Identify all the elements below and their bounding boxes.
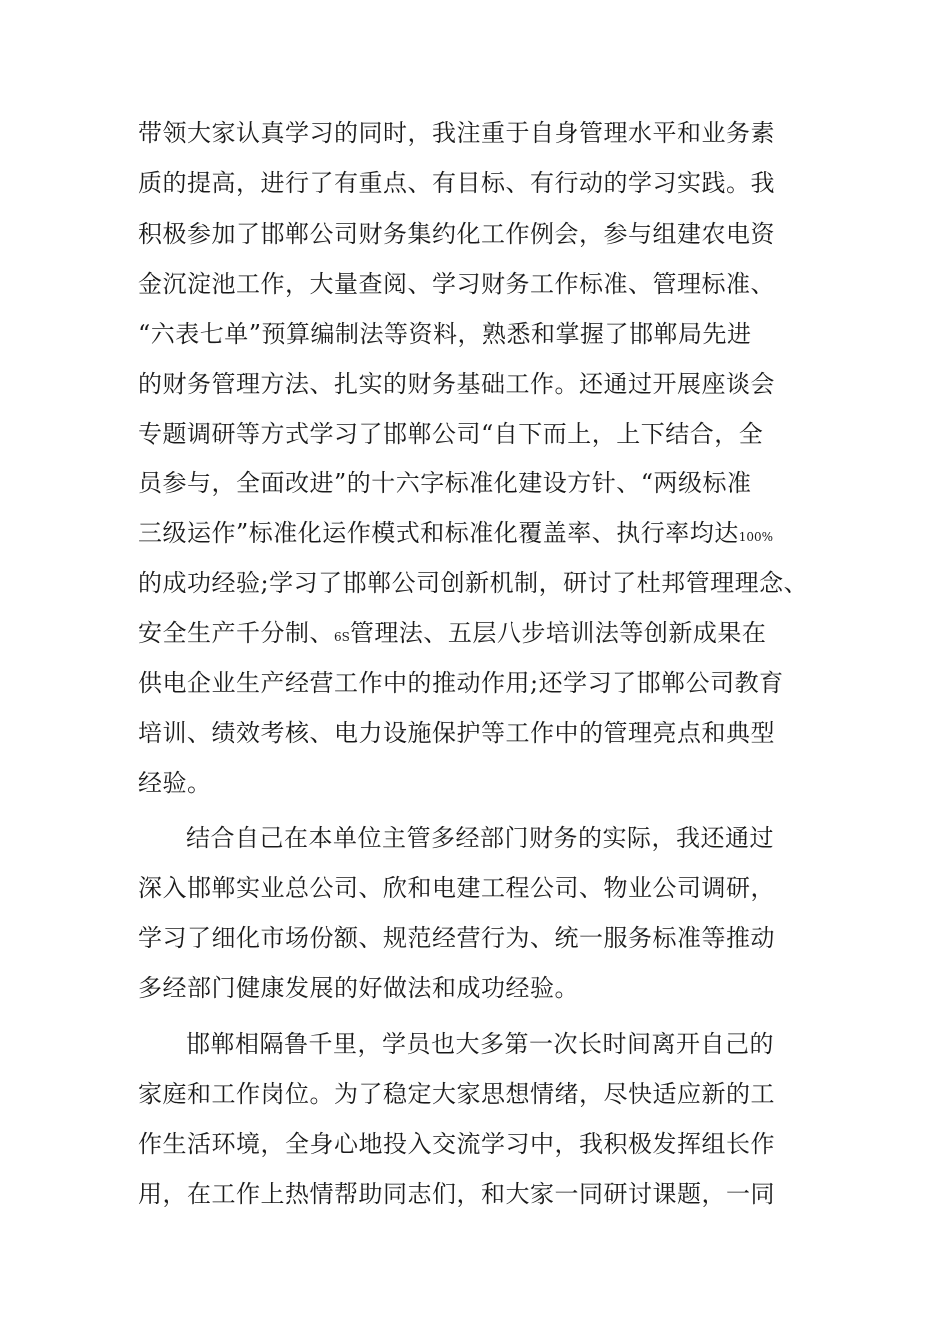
body-text-line: 多经部门健康发展的好做法和成功经验。 (138, 974, 579, 1002)
body-text-line: 学习了细化市场份额、规范经营行为、统一服务标准等推动 (138, 924, 775, 952)
body-text-line: 邯郸相隔鲁千里，学员也大多第一次长时间离开自己的 (186, 1030, 774, 1058)
body-text-line: 带领大家认真学习的同时，我注重于自身管理水平和业务素 (138, 119, 775, 147)
body-text-line: “六表七单”预算编制法等资料，熟悉和掌握了邯郸局先进 (138, 320, 752, 348)
body-text-line: 金沉淀池工作，大量查阅、学习财务工作标准、管理标准、 (138, 270, 775, 298)
body-text-segment: 管理法、五层八步培训法等创新成果在 (349, 619, 767, 647)
body-text-segment: 三级运作”标准化运作模式和标准化覆盖率、执行率均达 (138, 519, 739, 547)
body-text-line: 用，在工作上热情帮助同志们，和大家一同研讨课题，一同 (138, 1180, 775, 1208)
body-text-line: 结合自己在本单位主管多经部门财务的实际，我还通过 (186, 824, 774, 852)
body-text-line: 员参与，全面改进”的十六字标准化建设方针、“两级标准 (138, 469, 752, 497)
body-text-line: 培训、绩效考核、电力设施保护等工作中的管理亮点和典型 (138, 719, 775, 747)
body-text-line: 积极参加了邯郸公司财务集约化工作例会，参与组建农电资 (138, 220, 775, 248)
body-text-line: 家庭和工作岗位。为了稳定大家思想情绪，尽快适应新的工 (138, 1080, 775, 1108)
percent-value: 100% (738, 530, 774, 544)
body-text-line: 专题调研等方式学习了邯郸公司“自下而上，上下结合，全 (138, 420, 764, 448)
body-text-line (138, 618, 766, 652)
sixs-label: 6S (334, 630, 350, 644)
body-text-line: 供电企业生产经营工作中的推动作用;还学习了邯郸公司教育 (138, 669, 784, 697)
body-text-line: 经验。 (138, 769, 212, 797)
body-text-segment: 安全生产千分制、 (138, 619, 334, 647)
body-text-line: 质的提高，进行了有重点、有目标、有行动的学习实践。我 (138, 169, 775, 197)
body-text-line: 深入邯郸实业总公司、欣和电建工程公司、物业公司调研， (138, 874, 775, 902)
body-text-line: 的成功经验;学习了邯郸公司创新机制，研讨了杜邦管理理念、 (138, 569, 809, 597)
body-text-line: 作生活环境，全身心地投入交流学习中，我积极发挥组长作 (138, 1130, 775, 1158)
body-text-line: 的财务管理方法、扎实的财务基础工作。还通过开展座谈会 (138, 370, 775, 398)
body-text-line (138, 518, 773, 552)
